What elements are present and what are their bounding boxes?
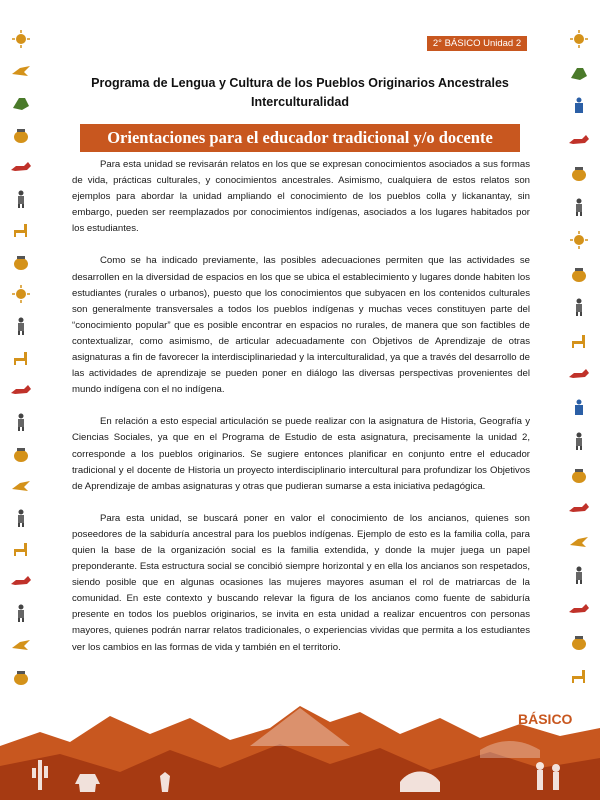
green-bird-icon	[568, 64, 590, 82]
figure-icon	[568, 298, 590, 316]
pot-icon	[10, 253, 32, 271]
bird-icon	[10, 477, 32, 495]
llama-icon	[568, 332, 590, 350]
right-decorative-border	[566, 30, 594, 700]
fox-icon	[10, 381, 32, 399]
pot-icon	[10, 126, 32, 144]
figure-icon	[10, 190, 32, 208]
llama-icon	[568, 667, 590, 685]
bird-icon	[568, 533, 590, 551]
pot-icon	[10, 668, 32, 686]
pot-icon	[568, 265, 590, 283]
fox-icon	[568, 600, 590, 618]
figure-icon	[10, 604, 32, 622]
body-text	[72, 157, 530, 672]
sun-icon	[568, 231, 590, 249]
paragraph: Como se ha indicado previamente, las posibles adecuaciones permiten que las actividades se desarrollen en la diversidad de espacios en los que se ubica el establecimiento y lugares donde habiten los estudiantes (rurales o urbanos), puesto que los conocimientos que subyacen en los contenidos culturales son generalmente transversales a todos los pueblos indígenas y muchas veces constituyen parte del “conocimiento popular” que es posible encontrar en espacios no rurales, de manera que son factibles de contextualizar, como asimismo, de articular adecuadamente con Objetivos de Aprendizaje de otras asignaturas a fin de favorecer la interdisciplinariedad y la interculturalidad, ya que a través del desarrollo de las actividades de aprendizaje se pueden poner en diálogo las diversas perspectivas provenientes del mundo indígena con el no indígena.	[72, 255, 530, 396]
sun-icon	[10, 30, 32, 48]
figure-icon	[568, 566, 590, 584]
fox-icon	[10, 158, 32, 176]
program-title: Programa de Lengua y Cultura de los Pueblos Originarios Ancestrales	[91, 76, 509, 90]
bird-icon	[10, 636, 32, 654]
bird-icon	[10, 62, 32, 80]
pot-icon	[568, 164, 590, 182]
llama-icon	[10, 540, 32, 558]
fox-icon	[568, 365, 590, 383]
sun-icon	[10, 285, 32, 303]
paragraph: Para esta unidad, se buscará poner en valor el conocimiento de los ancianos, quienes son poseedores de la sabiduría ancestral para los pueblos indígenas. Ejemplo de esto es la familia colla, para quien la base de la organización social es la familia extendida, y donde la mujer juega un papel preponderante. Esta estructura social se concibió siempre horizontal y en ella los ancianos son respetados, siendo posible que en algunas ocasiones las mujeres mayores asuman el rol de matriarcas de la comunidad. En este contexto y buscando relevar la figura de los ancianos como fuente de sabiduría presente en todos los pueblos originarios, se invita en esta unidad a realizar encuentros con personas mayores, quienes podrán narrar relatos tradicionales, o experiencias vividas que permita a los estudiantes ver los cambios en las formas de vida y también en el territorio.	[72, 512, 530, 653]
fox-icon	[568, 499, 590, 517]
pot-icon	[568, 633, 590, 651]
figure-icon	[10, 509, 32, 527]
fox-icon	[568, 131, 590, 149]
fox-icon	[10, 572, 32, 590]
blue-figure-icon	[568, 97, 590, 115]
sun-icon	[568, 30, 590, 48]
pot-icon	[10, 445, 32, 463]
grade-unit-badge: 2° BÁSICO Unidad 2	[427, 36, 527, 51]
figure-icon	[10, 413, 32, 431]
svg-text:BÁSICO: BÁSICO	[518, 711, 573, 727]
landscape-footer-illustration	[0, 688, 600, 800]
figure-icon	[10, 317, 32, 335]
program-header	[60, 74, 540, 112]
blue-figure-icon	[568, 399, 590, 417]
green-bird-icon	[10, 94, 32, 112]
paragraph: Para esta unidad se revisarán relatos en los que se expresan conocimientos asociados a sus formas de vida, prácticas culturales, y conocimientos ancestrales. Asimismo, cualquiera de estos relatos son ejemplos para abordar la unidad ampliando el conocimiento de los pueblos colla y lickanantay, sin embargo, pueden ser reemplazados por conocimientos indígenas, asociados a los lugares habitados por los estudiantes.	[72, 159, 530, 235]
figure-icon	[568, 432, 590, 450]
figure-icon	[568, 198, 590, 216]
program-subtitle: Interculturalidad	[251, 95, 349, 109]
section-banner: Orientaciones para el educador tradicional y/o docente	[80, 124, 520, 152]
left-decorative-border	[8, 30, 36, 700]
pot-icon	[568, 466, 590, 484]
paragraph: En relación a esto especial articulación se puede realizar con la asignatura de Historia, Geografía y Ciencias Sociales, ya que en el Programa de Estudio de esta asignatura, precisamente la unidad 2, corresponde a los pueblos originarios. Se sugiere entonces planificar en conjunto entre el educador tradicional y el docente de Historia un proyecto interdisciplinario intercultural para profundizar los Objetivos de Aprendizaje de ambas asignaturas y otras que pudieran sumarse a esta iniciativa pedagógica.	[72, 416, 530, 492]
llama-icon	[10, 349, 32, 367]
llama-icon	[10, 221, 32, 239]
